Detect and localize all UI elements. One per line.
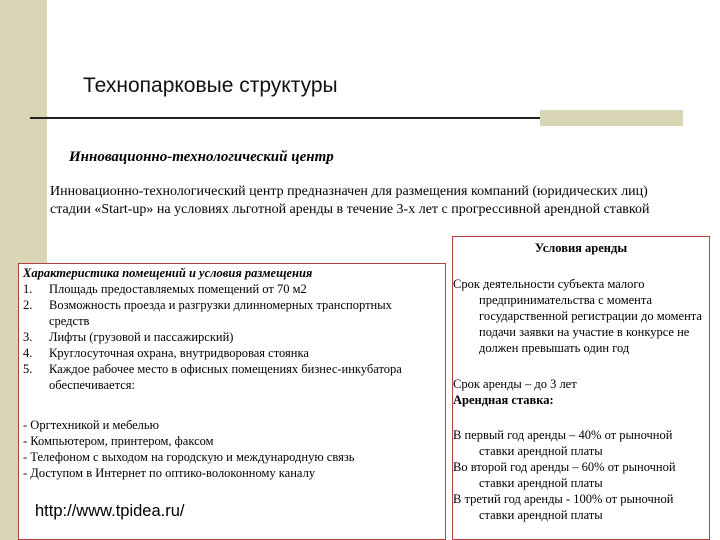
item-text: Возможность проезда и разгрузки длинномерных транспортных средств [49,298,392,328]
title-divider-accent [540,110,683,126]
rate-heading: Арендная ставка: [453,393,554,407]
list-item [23,281,433,297]
condition-text: Срок деятельности субъекта малого предпринимательства с момента государственной регистрации до момента подачи заявки на участие в конкурсе не должен превышать один год [453,277,702,355]
list-item [23,361,433,393]
website-link[interactable]: http://www.tpidea.ru/ [35,502,185,520]
list-item [23,297,433,329]
item-text: Круглосуточная охрана, внутридворовая стоянка [49,346,309,360]
rate-item: Во второй год аренды – 60% от рыночной ставки арендной платы [453,460,676,490]
intro-paragraph: Инновационно-технологический центр предназначен для размещения компаний (юридических лиц) стадии «Start-up» на условиях льготной аренды в течение 3-х лет с прогрессивной арендной ставкой [50,184,650,217]
item-number: 3. [23,330,33,344]
rental-terms-heading: Условия аренды [534,241,628,255]
premises-heading: Характеристика помещений и условия размещения [23,266,313,280]
item-text: Площадь предоставляемых помещений от 70 м2 [49,282,307,296]
premises-list [23,281,433,393]
item-text: Лифты (грузовой и пассажирский) [49,330,234,344]
list-item [23,329,433,345]
list-item: - Оргтехникой и мебелью [23,418,159,432]
item-number: 4. [23,346,33,360]
equipment-list [23,417,438,481]
rate-item: В первый год аренды – 40% от рыночной ставки арендной платы [453,428,673,458]
list-item [23,345,433,361]
item-number: 5. [23,362,33,376]
rental-term: Срок аренды – до 3 лет [453,377,577,391]
eligibility-condition [453,276,703,356]
rental-terms-panel [452,236,710,540]
rate-item: В третий год аренды - 100% от рыночной ставки арендной платы [453,492,674,522]
rate-list [453,427,703,523]
slide-subtitle: Инновационно-технологический центр [69,149,334,165]
title-divider [30,117,540,119]
premises-panel [18,263,446,540]
item-number: 2. [23,298,33,312]
list-item: - Компьютером, принтером, факсом [23,434,214,448]
list-item: - Доступом в Интернет по оптико-волоконному каналу [23,466,316,480]
slide-title: Технопарковые структуры [83,74,338,97]
item-text: Каждое рабочее место в офисных помещениях бизнес-инкубатора обеспечивается: [49,362,402,392]
item-number: 1. [23,282,33,296]
list-item: - Телефоном с выходом на городскую и международную связь [23,450,355,464]
